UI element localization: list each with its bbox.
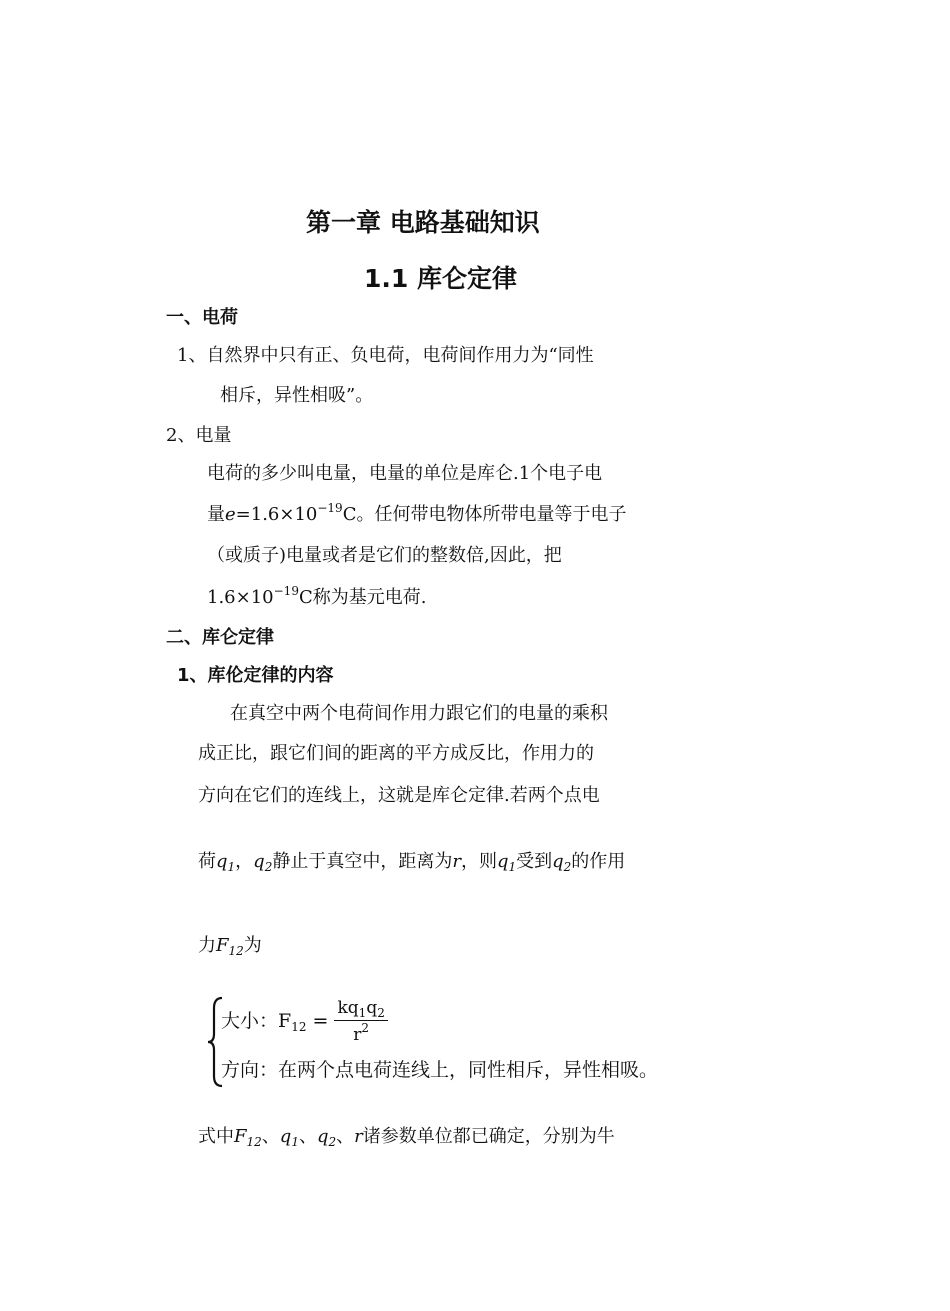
chapter-title: 第一章 电路基础知识 xyxy=(306,208,540,237)
formula-magnitude: 大小：$F_{12}$ = $\frac{kq_1q_2}{r^2}$ xyxy=(221,998,388,1045)
last-line: 式中$F_{12}$、$q_1$、$q_2$、r诸参数单位都已确定，分别为牛 xyxy=(198,1126,615,1149)
formula-direction: 方向：在两个点电荷连线上，同性相斥，异性相吸。 xyxy=(221,1059,659,1081)
law-line3: 方向在它们的连线上，这就是库仑定律.若两个点电 xyxy=(198,785,600,806)
para2-line2: 量$e=1.6\times 10^{-19}C$。任何带电物体所带电量等于电子 xyxy=(207,501,627,525)
formula-fraction: $\frac{kq_1q_2}{r^2}$ xyxy=(334,998,387,1045)
heading-coulomb: 二、库仑定律 xyxy=(166,627,274,648)
para2-line3: （或质子)电量或者是它们的整数倍,因此，把 xyxy=(207,545,562,566)
section-title: 1.1 库仑定律 xyxy=(364,264,517,293)
para2-line1: 电荷的多少叫电量，电量的单位是库仑.1个电子电 xyxy=(207,463,603,484)
law-line2: 成正比，跟它们间的距离的平方成反比，作用力的 xyxy=(198,743,594,764)
item2-heading: 2、电量 xyxy=(166,425,232,446)
law-line5: 力$F_{12}$为 xyxy=(198,935,262,958)
law-line1: 在真空中两个电荷间作用力跟它们的电量的乘积 xyxy=(230,703,608,724)
item1-line2: 相斥，异性相吸”。 xyxy=(220,385,374,406)
para2-line4: $1.6\times 10^{-19}C$称为基元电荷. xyxy=(207,584,427,608)
law-line4: 荷$q_1$，$q_2$静止于真空中，距离为r，则$q_1$受到$q_2$的作用 xyxy=(198,851,626,874)
subheading-coulomb-content: 1、库伦定律的内容 xyxy=(177,665,334,686)
heading-charge: 一、电荷 xyxy=(166,307,238,328)
item1-line1: 1、自然界中只有正、负电荷，电荷间作用力为“同性 xyxy=(177,345,594,366)
